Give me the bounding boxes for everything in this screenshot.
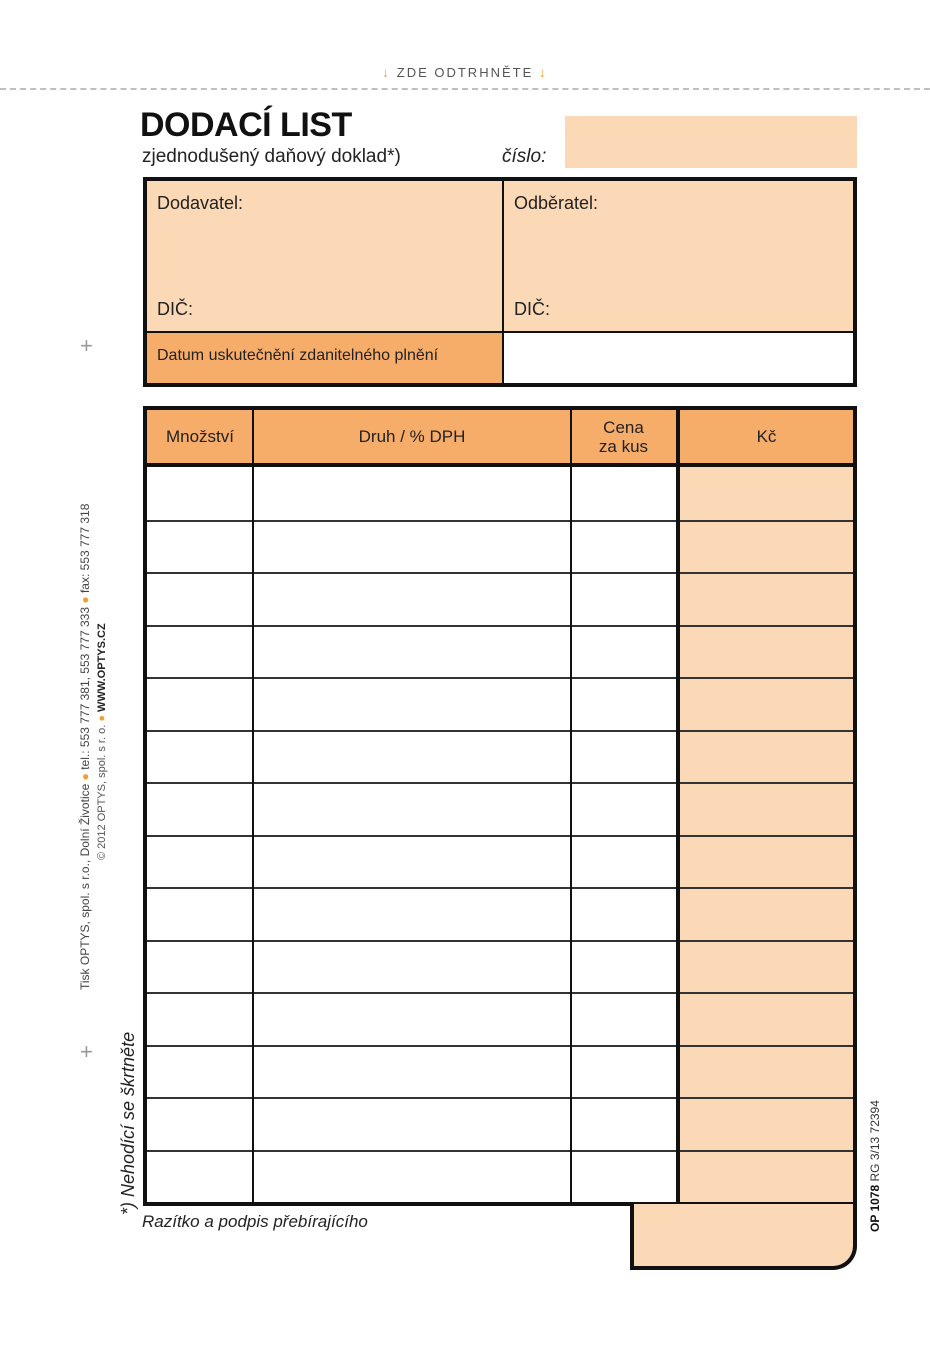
product-code-main: OP 1078 bbox=[868, 1184, 882, 1232]
header-type-vat: Druh / % DPH bbox=[358, 427, 466, 446]
document-title: DODACÍ LIST bbox=[140, 106, 352, 144]
customer-label: Odběratel: bbox=[514, 193, 599, 213]
column-divider bbox=[570, 410, 572, 1202]
printer-address: Tisk OPTYS, spol. s r.o., Dolní Životice bbox=[78, 783, 92, 990]
tax-date-label: Datum uskutečnění zdanitelného plnění bbox=[157, 347, 439, 364]
customer-tax-id-label: DIČ: bbox=[514, 299, 550, 319]
arrow-down-icon: ↓ bbox=[538, 64, 548, 80]
header-quantity: Množství bbox=[165, 427, 235, 446]
header-amount: Kč bbox=[756, 427, 777, 446]
printer-phone: tel.: 553 777 381, 553 777 333 bbox=[78, 606, 92, 770]
bullet-icon: ● bbox=[78, 596, 92, 604]
registration-cross-icon: + bbox=[80, 1039, 93, 1064]
number-label: číslo: bbox=[502, 146, 547, 167]
tax-date-label-cell bbox=[147, 333, 504, 383]
printer-copyright bbox=[96, 623, 108, 860]
items-table bbox=[143, 406, 857, 1206]
customer-field[interactable] bbox=[504, 181, 853, 331]
number-field[interactable] bbox=[565, 116, 857, 168]
supplier-field[interactable] bbox=[147, 181, 504, 331]
column-divider-bold bbox=[676, 410, 680, 1202]
bullet-icon: ● bbox=[96, 715, 108, 722]
printer-website: WWW.OPTYS.CZ bbox=[96, 623, 108, 712]
printer-info bbox=[78, 504, 92, 990]
header-unit-price-line1: Cena bbox=[603, 417, 644, 437]
bullet-icon: ● bbox=[78, 773, 92, 781]
tax-date-row bbox=[147, 331, 853, 383]
arrow-down-icon: ↓ bbox=[382, 64, 392, 80]
tear-off-label bbox=[360, 64, 570, 80]
party-section bbox=[143, 177, 857, 387]
supplier-tax-id-label: DIČ: bbox=[157, 299, 193, 319]
registration-cross-icon: + bbox=[80, 333, 93, 358]
stamp-signature-label: Razítko a podpis přebírajícího bbox=[142, 1212, 368, 1231]
printer-fax: fax: 553 777 318 bbox=[78, 503, 92, 594]
footnote: *) Nehodící se škrtněte bbox=[118, 1031, 138, 1215]
product-code-extra: RG 3/13 72394 bbox=[868, 1100, 882, 1182]
total-field[interactable] bbox=[630, 1204, 857, 1270]
column-divider bbox=[252, 410, 254, 1202]
tax-date-field[interactable] bbox=[504, 333, 853, 383]
tear-off-text: ZDE ODTRHNĚTE bbox=[396, 65, 534, 80]
header-unit-price-line2: za kus bbox=[598, 436, 649, 456]
tear-line bbox=[0, 88, 930, 90]
product-code bbox=[868, 1100, 882, 1232]
header-unit-price bbox=[571, 410, 676, 463]
copyright-text: © 2012 OPTYS, spol. s r. o. bbox=[96, 724, 108, 860]
supplier-label: Dodavatel: bbox=[157, 193, 244, 213]
document-subtitle: zjednodušený daňový doklad*) bbox=[142, 146, 401, 167]
